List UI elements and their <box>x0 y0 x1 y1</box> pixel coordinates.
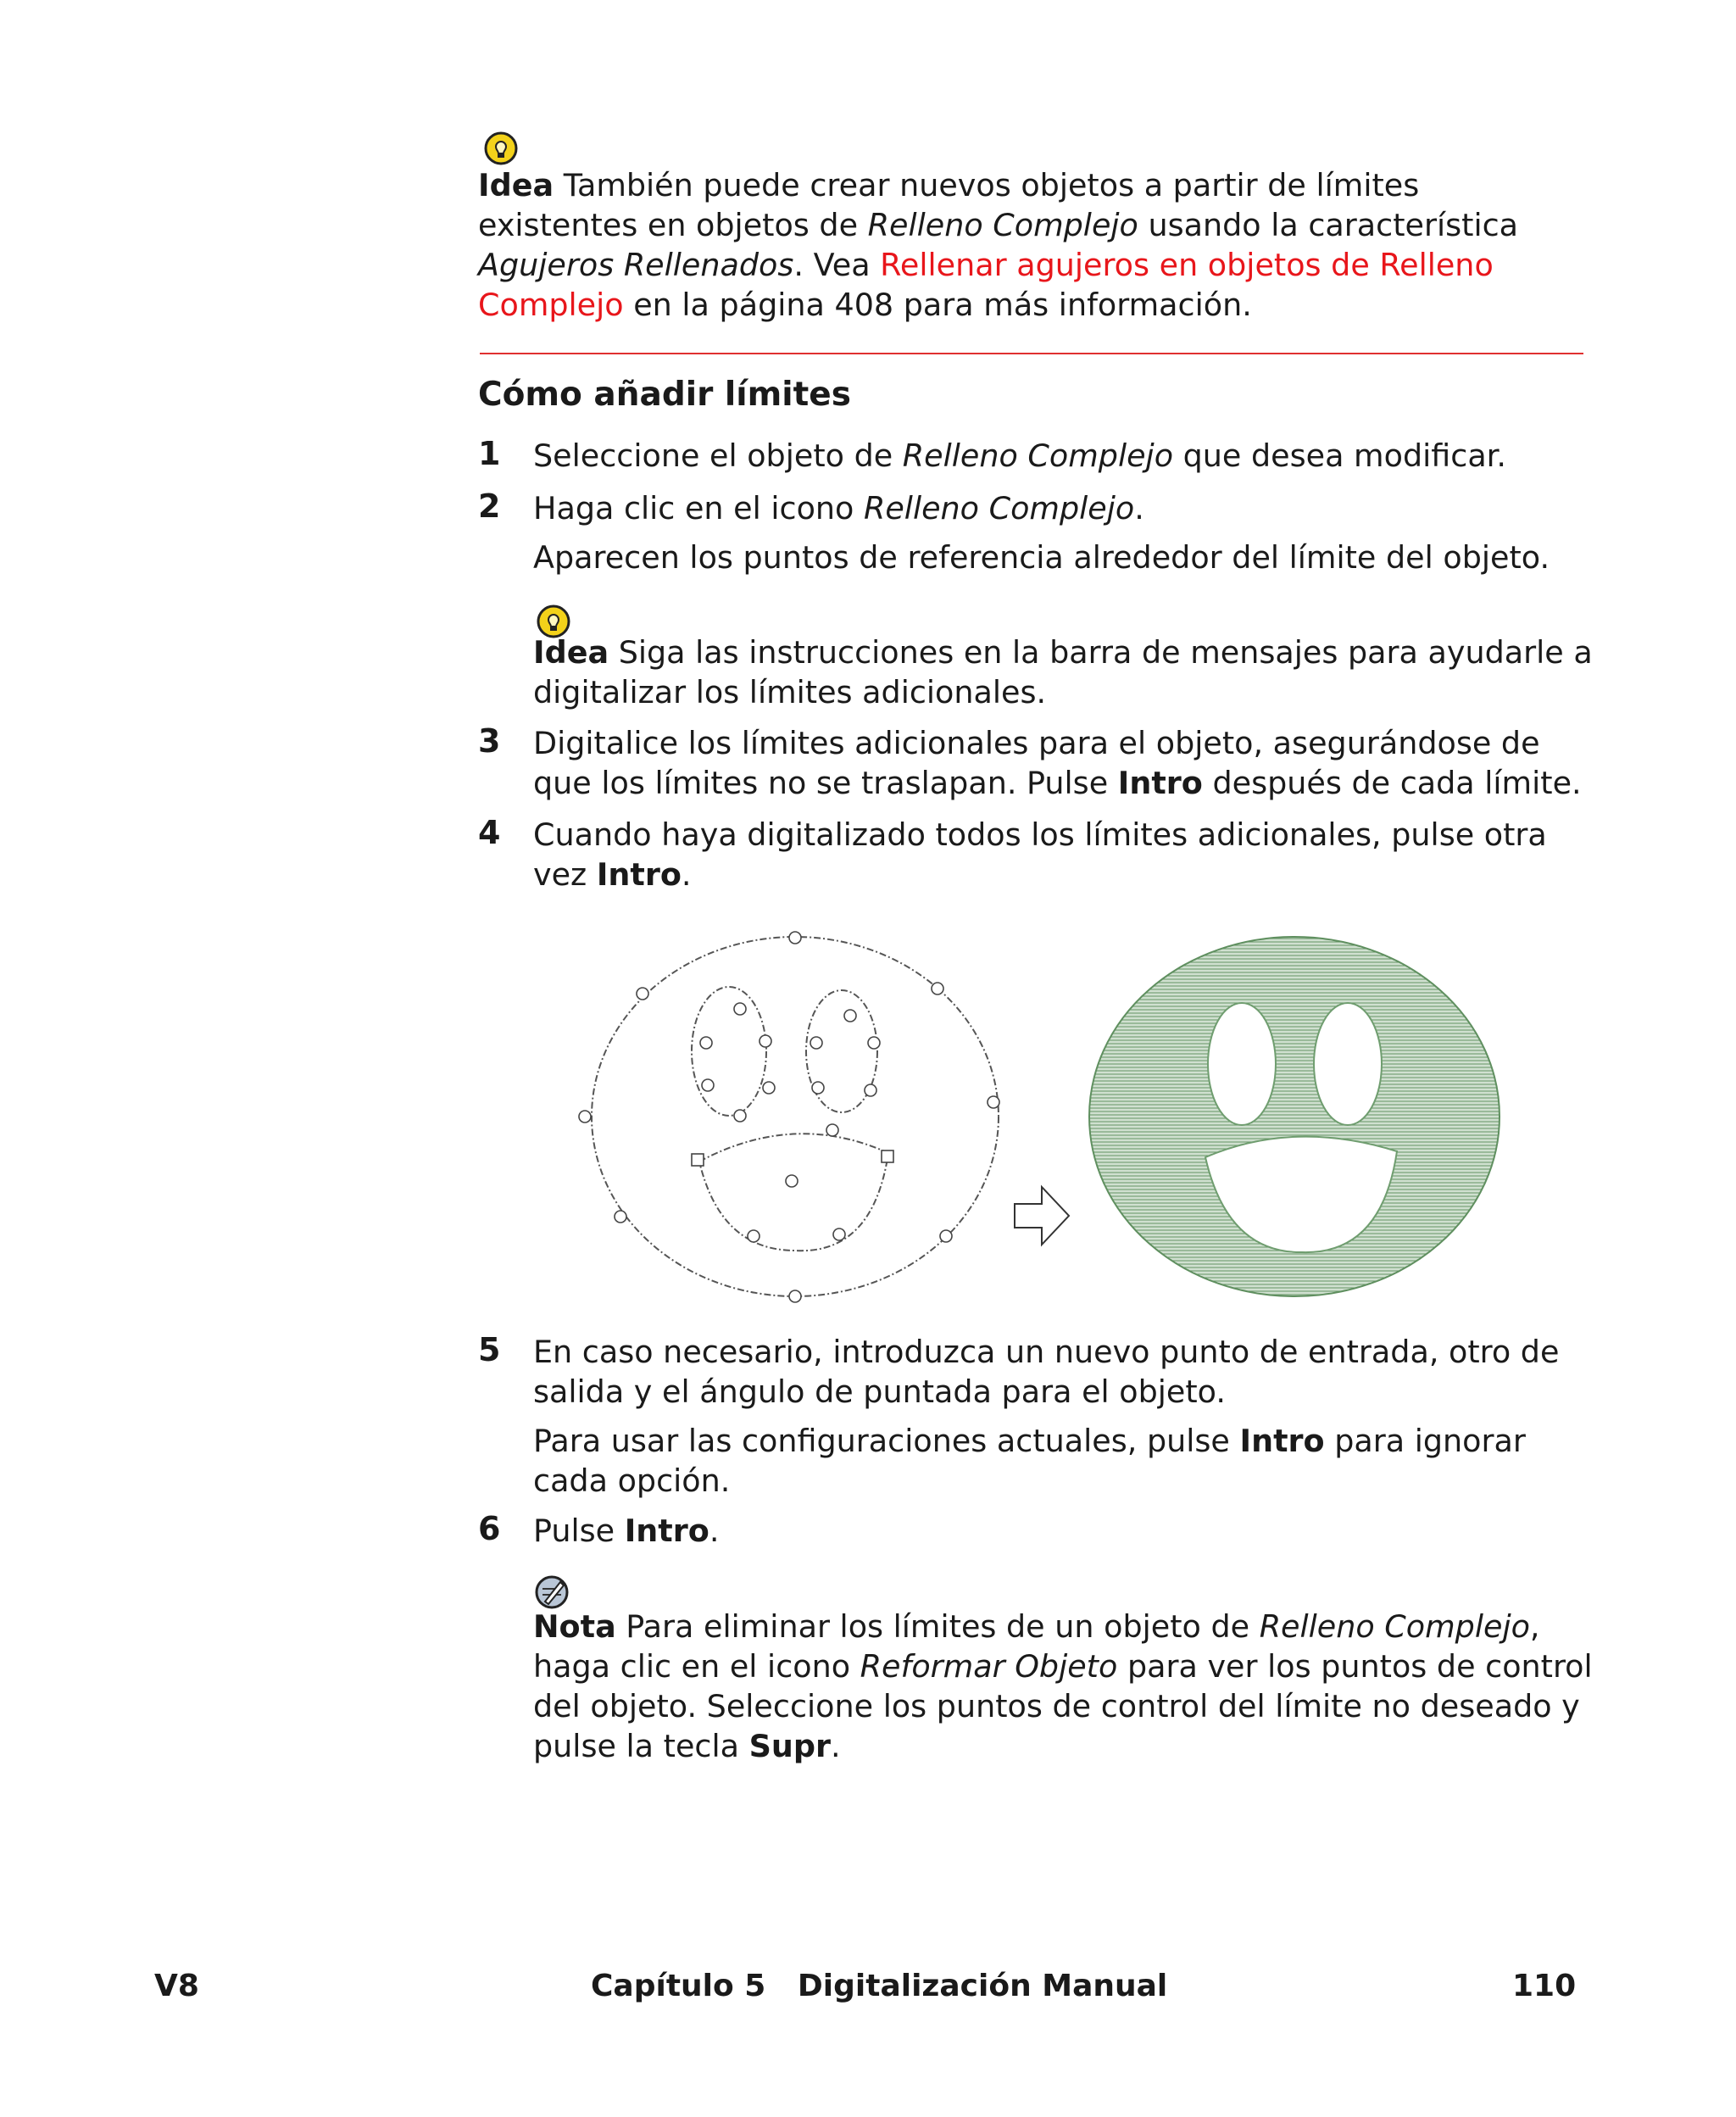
step-number: 2 <box>478 487 501 525</box>
filled-smiley <box>1089 937 1500 1296</box>
boundary-illustration <box>568 924 1543 1306</box>
footer-chapter: Capítulo 5 Digitalización Manual <box>591 1969 1168 2003</box>
step-6-text: Pulse Intro. <box>533 1513 720 1549</box>
lightbulb-icon <box>484 131 518 165</box>
note-label: Nota <box>533 1608 616 1645</box>
idea-label: Idea <box>478 167 554 203</box>
note-box: Nota Para eliminar los límites de un objeto de Relleno Complejo, haga clic en el icono Reformar Objeto para ver los puntos de control del objeto. Seleccione los puntos de control del límite no deseado y pulse la tecla Supr. <box>533 1608 1593 1764</box>
step-3-text: Digitalice los límites adicionales para el objeto, asegurándose de que los límites no se traslapan. Pulse Intro después de cada límite. <box>533 725 1582 801</box>
section-divider <box>480 353 1583 354</box>
footer-page-number: 110 <box>1512 1969 1577 2003</box>
step-number: 1 <box>478 435 501 472</box>
step-5-sub: Para usar las configuraciones actuales, pulse Intro para ignorar cada opción. <box>533 1423 1526 1499</box>
idea-tip-2: Idea Siga las instrucciones en la barra de mensajes para ayudarle a digitalizar los límites adicionales. <box>533 634 1593 710</box>
step-number: 6 <box>478 1510 501 1547</box>
step-5-text: En caso necesario, introduzca un nuevo punto de entrada, otro de salida y el ángulo de puntada para el objeto. <box>533 1334 1560 1410</box>
step-4-text: Cuando haya digitalizado todos los límites adicionales, pulse otra vez Intro. <box>533 816 1547 893</box>
step-2-text: Haga clic en el icono Relleno Complejo. <box>533 490 1144 526</box>
idea-tip-1: Idea También puede crear nuevos objetos a partir de límites existentes en objetos de Relleno Complejo usando la característica Agujeros Rellenados. Vea Rellenar agujeros en objetos de Relleno Complejo en la página 408 para más información. <box>478 167 1519 323</box>
step-number: 4 <box>478 814 501 851</box>
cross-reference-link[interactable]: Rellenar agujeros en objetos de Relleno Complejo <box>478 247 1494 323</box>
section-heading: Cómo añadir límites <box>478 376 851 414</box>
arrow-right-icon <box>1015 1187 1069 1245</box>
reference-points <box>579 932 999 1302</box>
step-2-result: Aparecen los puntos de referencia alrededor del límite del objeto. <box>533 539 1550 576</box>
step-1-text: Seleccione el objeto de Relleno Complejo que desea modificar. <box>533 437 1506 474</box>
footer-version: V8 <box>154 1969 199 2003</box>
step-number: 3 <box>478 722 501 760</box>
note-pencil-icon <box>535 1575 569 1609</box>
idea-label: Idea <box>533 634 609 671</box>
step-number: 5 <box>478 1331 501 1368</box>
